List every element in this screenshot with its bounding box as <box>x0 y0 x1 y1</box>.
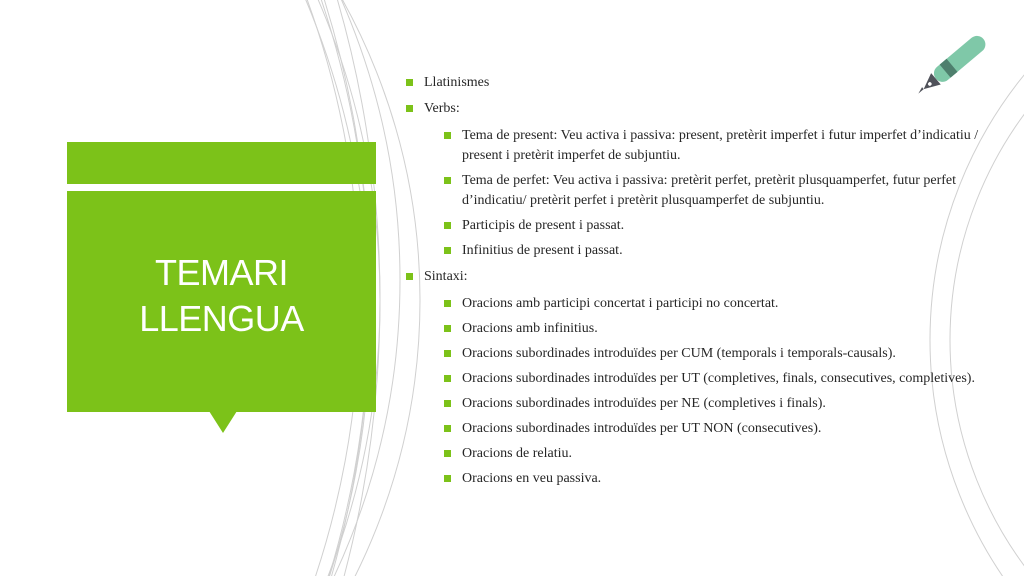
outline-subitem <box>442 126 1004 166</box>
slide-title <box>67 250 376 342</box>
square-bullet-icon <box>444 300 451 307</box>
outline-content <box>404 74 1004 496</box>
outline-text: Tema de perfet: Veu activa i passiva: pretèrit perfet, pretèrit plusquamperfet, futur perfet d’indicatiu/ pretèrit perfet i pretèrit plusquamperfet de subjuntiu. <box>462 173 956 208</box>
outline-group <box>404 268 1004 489</box>
outline-subitem <box>442 294 1004 314</box>
square-bullet-icon <box>406 105 413 112</box>
outline-text: Oracions subordinades introduïdes per UT (completives, finals, consecutives, completives). <box>462 371 975 386</box>
outline-subitem <box>442 344 1004 364</box>
square-bullet-icon <box>444 475 451 482</box>
outline-text: Oracions subordinades introduïdes per NE (completives i finals). <box>462 396 826 411</box>
outline-subitem <box>442 369 1004 389</box>
outline-subitem <box>442 241 1004 261</box>
outline-group <box>404 74 1004 92</box>
outline-group <box>404 100 1004 261</box>
square-bullet-icon <box>406 79 413 86</box>
square-bullet-icon <box>444 400 451 407</box>
square-bullet-icon <box>444 350 451 357</box>
outline-text: Llatinismes <box>424 75 490 90</box>
outline-text: Sintaxi: <box>424 269 468 284</box>
outline-item <box>404 100 1004 118</box>
square-bullet-icon <box>444 132 451 139</box>
outline-text: Oracions subordinades introduïdes per UT NON (consecutives). <box>462 421 822 436</box>
outline-text: Oracions en veu passiva. <box>462 471 602 486</box>
outline-text: Oracions amb infinitius. <box>462 321 598 336</box>
square-bullet-icon <box>406 273 413 280</box>
outline-item <box>404 74 1004 92</box>
outline-text: Verbs: <box>424 101 460 116</box>
outline-text: Oracions de relatiu. <box>462 446 573 461</box>
square-bullet-icon <box>444 425 451 432</box>
outline-text: Oracions amb participi concertat i participi no concertat. <box>462 296 779 311</box>
outline-subitem <box>442 171 1004 211</box>
outline-subitem <box>442 394 1004 414</box>
title-accent-bar <box>67 142 376 184</box>
outline-subitem <box>442 469 1004 489</box>
title-panel-pointer <box>209 411 237 433</box>
square-bullet-icon <box>444 375 451 382</box>
slide-title-line-2: LLENGUA <box>139 298 304 339</box>
outline-text: Infinitius de present i passat. <box>462 243 623 258</box>
square-bullet-icon <box>444 247 451 254</box>
outline-text: Oracions subordinades introduïdes per CUM (temporals i temporals-causals). <box>462 346 896 361</box>
outline-subitem <box>442 216 1004 236</box>
outline-subitem <box>442 319 1004 339</box>
outline-text: Tema de present: Veu activa i passiva: present, pretèrit imperfet i futur imperfet d’indicatiu / present i pretèrit imperfet de subjuntiu. <box>462 128 979 163</box>
outline-item <box>404 268 1004 286</box>
outline-subitem <box>442 444 1004 464</box>
outline-text: Participis de present i passat. <box>462 218 625 233</box>
outline-subitem <box>442 419 1004 439</box>
square-bullet-icon <box>444 177 451 184</box>
square-bullet-icon <box>444 222 451 229</box>
square-bullet-icon <box>444 325 451 332</box>
square-bullet-icon <box>444 450 451 457</box>
slide-title-line-1: TEMARI <box>154 252 288 293</box>
